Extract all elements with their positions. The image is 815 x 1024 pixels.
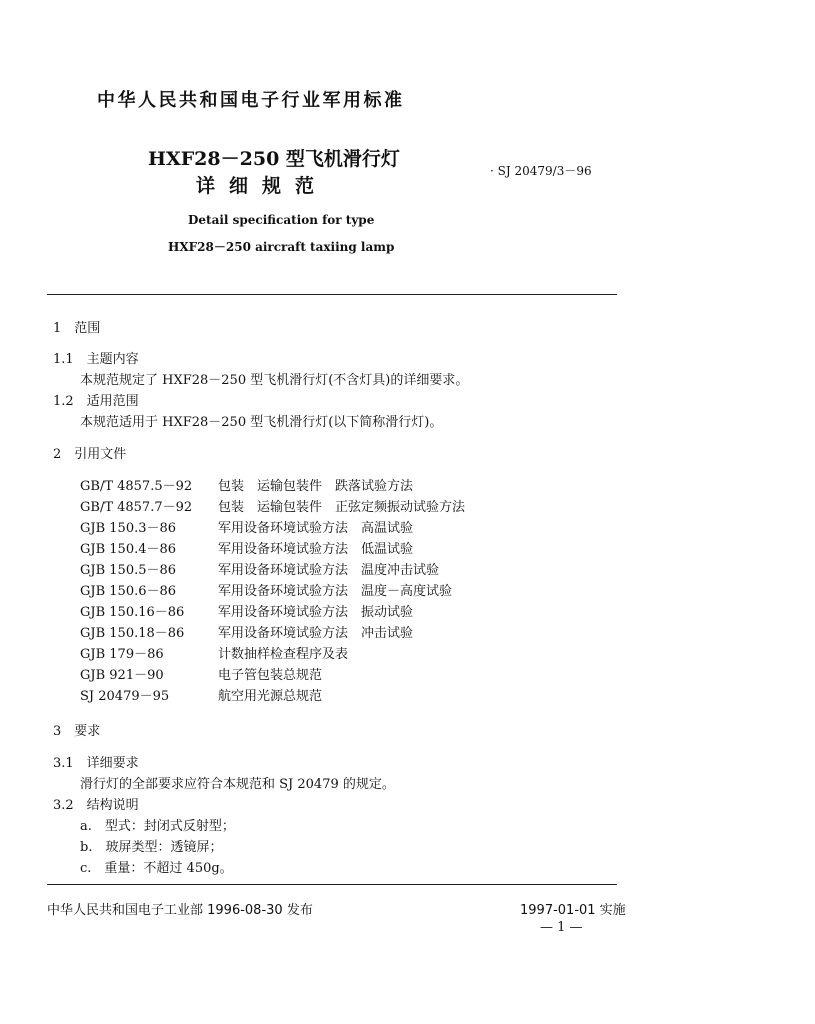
reference-code: SJ 20479－95 [80, 689, 170, 704]
reference-code: GJB 150.6－86 [80, 584, 177, 599]
reference-title: 包装 运输包装件 正弦定频振动试验方法 [218, 500, 466, 515]
reference-title: 航空用光源总规范 [218, 689, 323, 704]
section-1-2-text: 本规范适用于 HXF28－250 型飞机滑行灯(以下简称滑行灯)。 [80, 415, 443, 430]
document-title-line2: 详细规范 [196, 175, 329, 197]
structure-item-c: c. 重量：不超过 450g。 [80, 861, 233, 876]
reference-title: 军用设备环境试验方法 低温试验 [218, 542, 414, 557]
document-code: · SJ 20479/3－96 [490, 164, 592, 178]
english-title-line1: Detail specification for type [188, 213, 375, 227]
reference-code: GB/T 4857.7－92 [80, 500, 193, 515]
reference-code: GB/T 4857.5－92 [80, 479, 193, 494]
document-title-line1: HXF28－250 型飞机滑行灯 [148, 148, 400, 170]
publish-info: 中华人民共和国电子工业部 1996-08-30 发布 [47, 903, 313, 918]
standard-category-title: 中华人民共和国电子行业军用标准 [97, 90, 405, 111]
reference-code: GJB 921－90 [80, 668, 164, 683]
reference-code: GJB 150.3－86 [80, 521, 177, 536]
section-1-1-heading: 1.1 主题内容 [53, 352, 139, 367]
reference-title: 包装 运输包装件 跌落试验方法 [218, 479, 414, 494]
reference-title: 军用设备环境试验方法 振动试验 [218, 605, 414, 620]
section-1-1-text: 本规范规定了 HXF28－250 型飞机滑行灯(不含灯具)的详细要求。 [80, 373, 469, 388]
reference-code: GJB 150.16－86 [80, 605, 185, 620]
reference-title: 计数抽样检查程序及表 [218, 647, 349, 662]
section-3-2-heading: 3.2 结构说明 [53, 798, 139, 813]
effective-date: 1997-01-01 实施 [520, 903, 626, 918]
structure-item-b: b. 玻屏类型：透镜屏； [80, 840, 223, 855]
reference-code: GJB 150.4－86 [80, 542, 177, 557]
section-3-1-heading: 3.1 详细要求 [53, 756, 139, 771]
top-divider [47, 294, 617, 295]
reference-code: GJB 179－86 [80, 647, 164, 662]
page-number: — 1 — [540, 920, 583, 935]
reference-title: 军用设备环境试验方法 冲击试验 [218, 626, 414, 641]
section-3-1-text: 滑行灯的全部要求应符合本规范和 SJ 20479 的规定。 [80, 777, 395, 792]
reference-code: GJB 150.18－86 [80, 626, 185, 641]
section-1-2-heading: 1.2 适用范围 [53, 394, 139, 409]
section-3-heading: 3 要求 [53, 724, 101, 739]
structure-item-a: a. 型式：封闭式反射型； [80, 819, 235, 834]
reference-title: 军用设备环境试验方法 高温试验 [218, 521, 414, 536]
section-2-heading: 2 引用文件 [53, 447, 127, 462]
reference-title: 电子管包装总规范 [218, 668, 323, 683]
english-title-line2: HXF28－250 aircraft taxiing lamp [168, 240, 395, 254]
section-1-heading: 1 范围 [53, 321, 101, 336]
reference-code: GJB 150.5－86 [80, 563, 177, 578]
bottom-divider [47, 884, 617, 885]
reference-title: 军用设备环境试验方法 温度－高度试验 [218, 584, 453, 599]
reference-title: 军用设备环境试验方法 温度冲击试验 [218, 563, 440, 578]
